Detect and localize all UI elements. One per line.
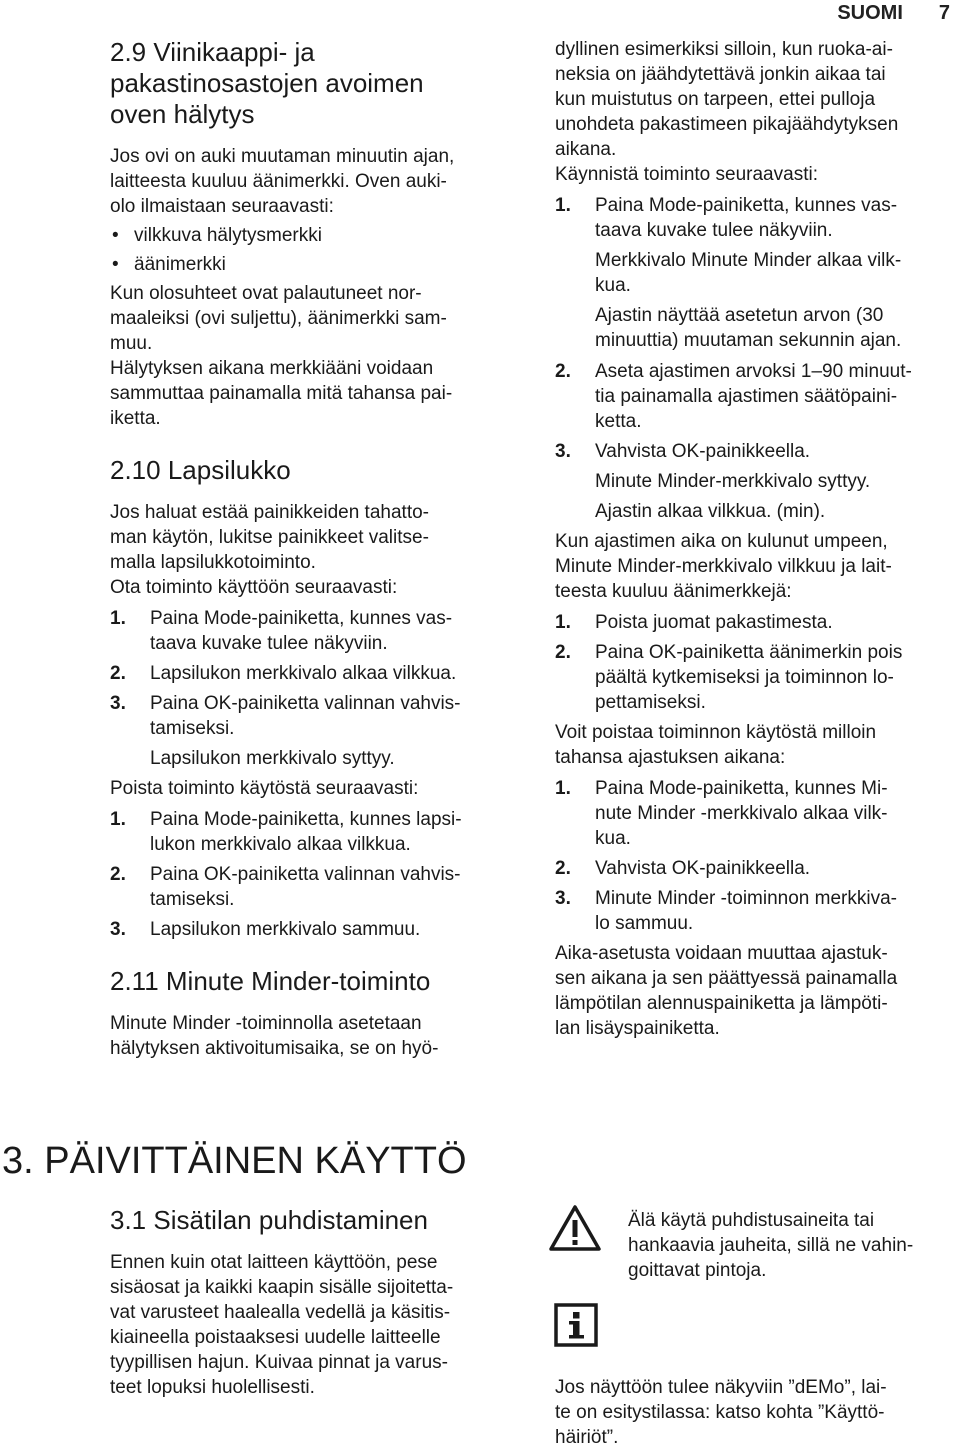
list-item: • vilkkuva hälytysmerkki [110,223,520,248]
paragraph: Jos haluat estää painikkeiden tahatto- man käytön, lukitse painikkeet valitse- malla lapsilukkotoiminto. [110,502,429,573]
step-list [555,359,955,464]
paragraph: Ennen kuin otat laitteen käyttöön, pese sisäosat ja kaikki kaapin sisälle sijoitetta- vat varusteet haalealla vedellä ja käsitis- kiaineella poistaaksesi uudelle laitteelle tyypillisen hajun. Kuivaa pinnat ja varus- teet lopuksi huolellisesti. [110,1252,454,1398]
list-item [110,807,520,857]
step-result: Ajastin alkaa vilkkua. (min). [595,501,826,522]
step-list [110,807,520,942]
list-item [555,856,955,881]
step-text: Paina Mode-painiketta, kunnes vas- taava kuvake tulee näkyviin. [595,195,898,241]
step-text: Paina OK-painiketta valinnan vahvis- tamiseksi. [150,864,461,910]
step-result: Ajastin näyttää asetetun arvon (30 minuuttia) muutaman sekunnin ajan. [595,305,902,351]
warning-note [628,1208,958,1283]
step-text: Vahvista OK-painikkeella. [595,441,811,462]
step-number: 2. [555,858,571,879]
step-number: 1. [555,778,571,799]
section-2-11-title: 2.11 Minute Minder-toiminto [110,966,431,996]
step-result: Lapsilukon merkkivalo syttyy. [150,748,395,769]
paragraph: Aika-asetusta voidaan muuttaa ajastuk- sen aikana ja sen päättyessä painamalla lämpötilan alennuspainiketta ja lämpöti- lan lisäyspainiketta. [555,943,898,1039]
info-note [555,1375,960,1450]
step-text: Paina OK-painiketta äänimerkin pois päältä kytkemiseksi ja toiminnon lo- pettamiseksi. [595,642,903,713]
step-number: 2. [555,642,571,663]
step-text: Paina OK-painiketta valinnan vahvis- tamiseksi. [150,693,461,739]
step-number: 3. [555,441,571,462]
list-item [555,886,955,936]
step-text: Paina Mode-painiketta, kunnes vas- taava kuvake tulee näkyviin. [150,608,453,654]
paragraph: Käynnistä toiminto seuraavasti: [555,164,818,185]
bullet-list [110,223,520,277]
step-list [110,606,520,741]
section-2-9-title: 2.9 Viinikaappi- ja pakastinosastojen avoimen oven hälytys [110,37,424,129]
step-list [555,193,955,243]
info-text: Jos näyttöön tulee näkyviin ”dEMo”, lai- te on esitystilassa: katso kohta ”Käyttö- häiriöt”. [555,1377,887,1448]
step-number: 2. [110,864,126,885]
language-label: SUOMI [837,2,903,24]
list-item [555,776,955,851]
paragraph: Kun ajastimen aika on kulunut umpeen, Minute Minder-merkkivalo vilkkuu ja lait- teesta kuuluu äänimerkkejä: [555,531,892,602]
step-list [555,776,955,936]
list-item [110,606,520,656]
list-item [110,691,520,741]
chapter-3-title: 3. PÄIVITTÄINEN KÄYTTÖ [2,1140,467,1182]
warning-text: Älä käytä puhdistusaineita tai hankaavia jauheita, sillä ne vahin- goittavat pintoja. [628,1210,914,1281]
step-result: Merkkivalo Minute Minder alkaa vilk- kua. [595,250,902,296]
section-3-1-title: 3.1 Sisätilan puhdistaminen [110,1205,428,1235]
section-2-10-title: 2.10 Lapsilukko [110,455,291,485]
paragraph: Hälytyksen aikana merkkiääni voidaan sammuttaa painamalla mitä tahansa pai- iketta. [110,358,453,429]
step-text: Paina Mode-painiketta, kunnes Mi- nute Minder -merkkivalo alkaa vilk- kua. [595,778,888,849]
paragraph: Minute Minder -toiminnolla asetetaan hälytyksen aktivoitumisaika, se on hyö- [110,1013,439,1059]
right-column [555,37,955,1041]
step-text: Paina Mode-painiketta, kunnes lapsi- lukon merkkivalo alkaa vilkkua. [150,809,462,855]
page-number: 7 [938,2,950,24]
step-number: 3. [110,693,126,714]
paragraph: Poista toiminto käytöstä seuraavasti: [110,778,419,799]
list-item [555,193,955,243]
list-item [555,610,955,635]
list-item [555,640,955,715]
step-text: Poista juomat pakastimesta. [595,612,833,633]
section-3-1 [110,1205,520,1400]
step-number: 2. [110,663,126,684]
step-number: 1. [555,195,571,216]
step-number: 1. [555,612,571,633]
list-item: • äänimerkki [110,252,520,277]
paragraph: dyllinen esimerkiksi silloin, kun ruoka-ai- neksia on jäähdytettävä jonkin aikaa tai kun muistutus on tarpeen, ettei pulloja unohdeta pakastimeen pikajäähdytyksen aikana. [555,39,899,160]
step-text: Minute Minder -toiminnon merkkiva- lo sammuu. [595,888,897,934]
step-text: Lapsilukon merkkivalo alkaa vilkkua. [150,663,457,684]
paragraph: Ota toiminto käyttöön seuraavasti: [110,577,398,598]
step-text: Lapsilukon merkkivalo sammuu. [150,919,421,940]
step-number: 3. [555,888,571,909]
step-text: Vahvista OK-painikkeella. [595,858,811,879]
list-item [110,917,520,942]
step-number: 3. [110,919,126,940]
list-item [555,439,955,464]
paragraph: Jos ovi on auki muutaman minuutin ajan, laitteesta kuuluu äänimerkki. Oven auki- olo ilmaistaan seuraavasti: [110,146,455,217]
step-result: Minute Minder-merkkivalo syttyy. [595,471,871,492]
list-item [110,862,520,912]
paragraph: Voit poistaa toiminnon käytöstä milloin tahansa ajastuksen aikana: [555,722,877,768]
paragraph: Kun olosuhteet ovat palautuneet nor- maaleiksi (ovi suljettu), äänimerkki sam- muu. [110,283,447,354]
step-list [555,610,955,715]
page-header [837,2,950,25]
left-column [110,37,520,1061]
list-item [110,661,520,686]
step-number: 1. [110,608,126,629]
list-item [555,359,955,434]
warning-triangle-icon [548,1204,602,1252]
step-text: Aseta ajastimen arvoksi 1–90 minuut- tia painamalla ajastimen säätöpaini- ketta. [595,361,912,432]
info-icon [554,1303,598,1347]
step-number: 2. [555,361,571,382]
step-number: 1. [110,809,126,830]
